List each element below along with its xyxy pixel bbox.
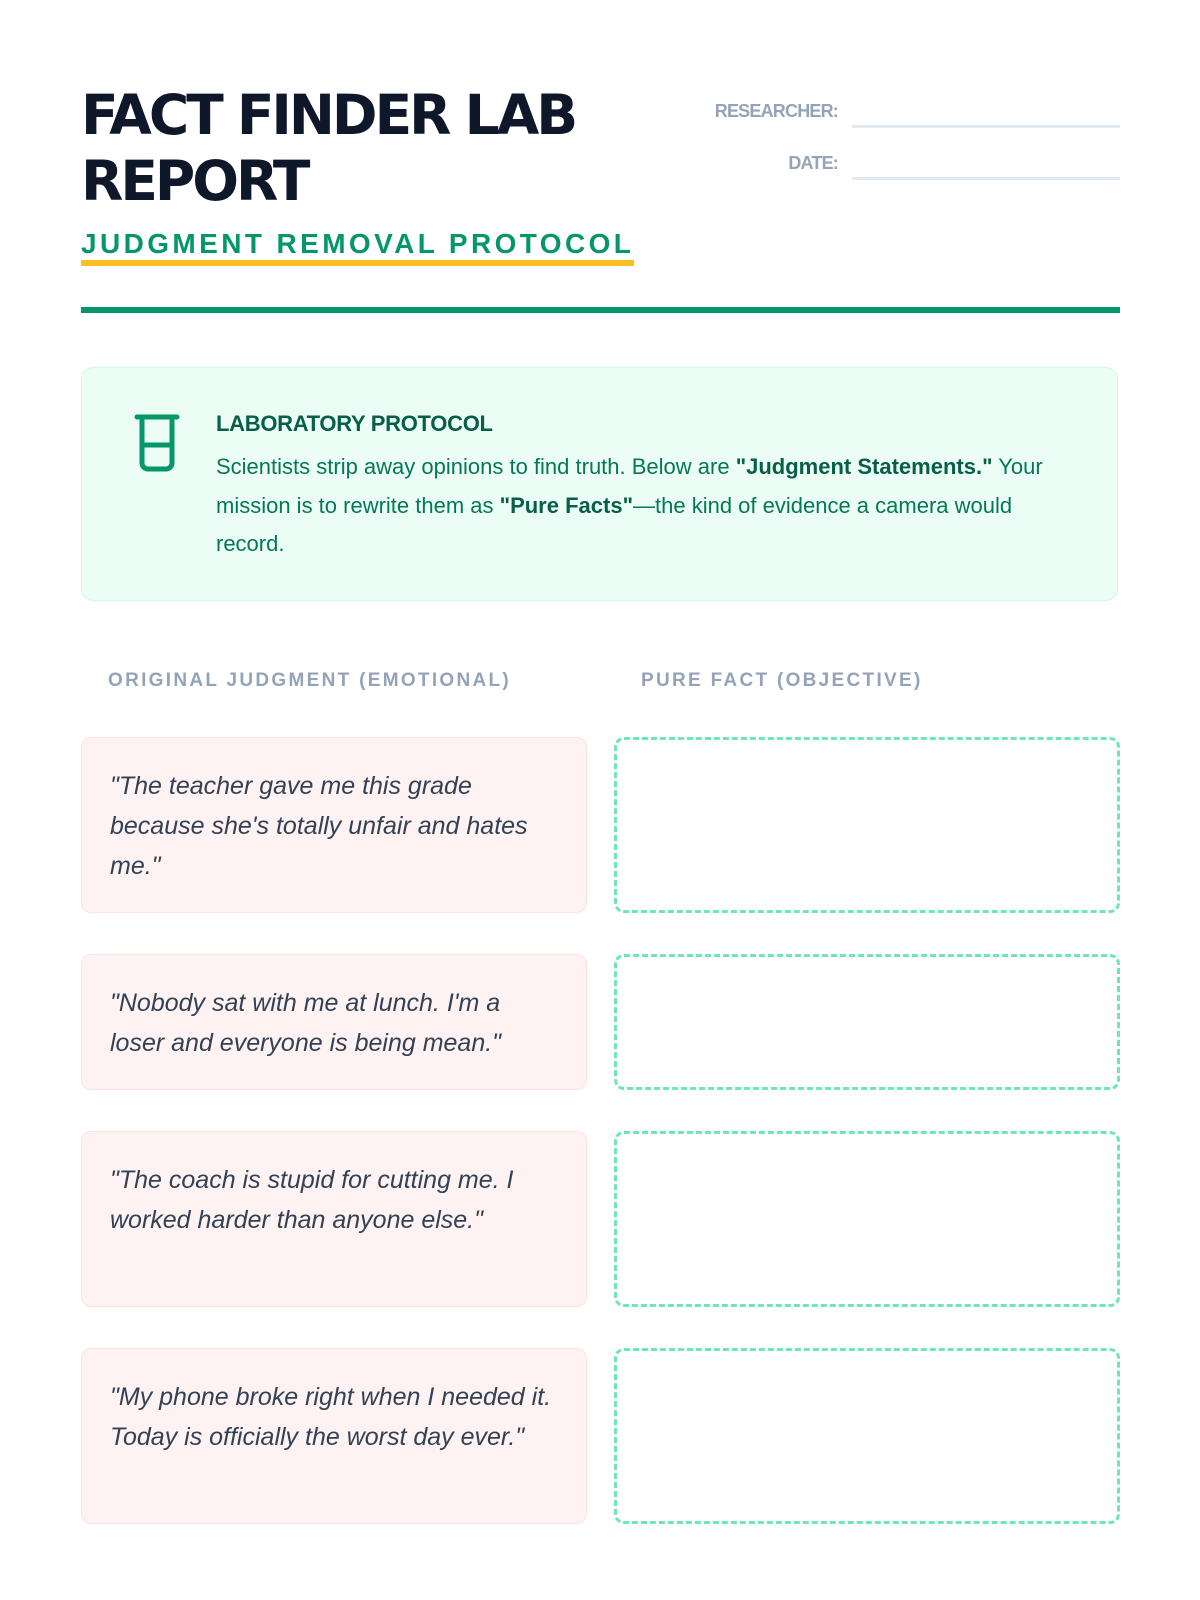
header-divider — [81, 307, 1120, 313]
fact-answer-box[interactable] — [614, 737, 1120, 913]
protocol-bold-judgment: "Judgment Statements." — [735, 454, 993, 479]
date-field[interactable] — [852, 177, 1120, 180]
researcher-label: RESEARCHER: — [714, 101, 838, 121]
protocol-text-2: Your mission is to rewrite them as — [216, 454, 1043, 518]
fact-answer-box[interactable] — [614, 1131, 1120, 1307]
column-header-fact: PURE FACT (OBJECTIVE) — [641, 670, 923, 691]
judgment-statement: "Nobody sat with me at lunch. I'm a loser and everyone is being mean." — [81, 954, 587, 1090]
protocol-text-3: —the kind of evidence a camera would record. — [216, 492, 1013, 556]
date-label: DATE: — [788, 153, 838, 173]
researcher-row — [680, 88, 1120, 140]
table-row — [81, 1348, 1120, 1524]
protocol-title: LABORATORY PROTOCOL — [216, 411, 493, 436]
judgment-statement: "The teacher gave me this grade because she's totally unfair and hates me." — [81, 737, 587, 913]
protocol-text — [216, 448, 1056, 564]
judgment-statement: "My phone broke right when I needed it. Today is officially the worst day ever." — [81, 1348, 587, 1524]
protocol-text-1: Scientists strip away opinions to find truth. Below are — [216, 454, 736, 479]
column-header-judgment: ORIGINAL JUDGMENT (EMOTIONAL) — [108, 670, 512, 691]
page-subtitle: JUDGMENT REMOVAL PROTOCOL — [81, 228, 634, 266]
table-row — [81, 1131, 1120, 1307]
beaker-icon — [134, 413, 180, 473]
protocol-bold-facts: "Pure Facts" — [499, 492, 633, 518]
protocol-box — [81, 367, 1118, 601]
date-row — [680, 140, 1120, 192]
table-row — [81, 954, 1120, 1090]
page-title: FACT FINDER LAB REPORT — [81, 83, 576, 213]
researcher-field[interactable] — [852, 125, 1120, 128]
table-row — [81, 737, 1120, 913]
judgment-statement: "The coach is stupid for cutting me. I worked harder than anyone else." — [81, 1131, 587, 1307]
fact-answer-box[interactable] — [614, 1348, 1120, 1524]
fact-answer-box[interactable] — [614, 954, 1120, 1090]
meta-fields — [680, 88, 1120, 192]
